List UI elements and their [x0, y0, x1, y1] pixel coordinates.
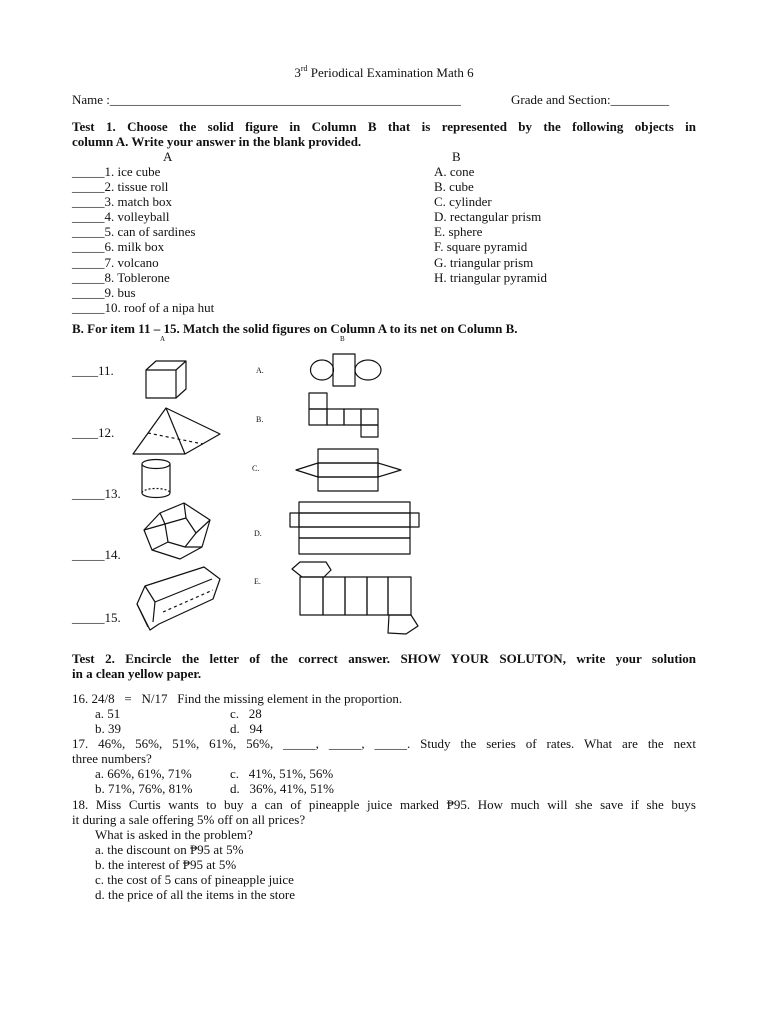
partb-item: _____14. [72, 547, 121, 562]
net-label: A. [256, 366, 264, 375]
triangular-prism-net-icon [292, 446, 404, 494]
test1-item: _____7. volcano [72, 255, 159, 270]
grade-section-blank: _________ [610, 92, 670, 107]
test1-item: _____4. volleyball [72, 209, 170, 224]
name-blank: ______________________________________________________ [109, 92, 461, 107]
question-18-sub-question: What is asked in the problem? [95, 827, 253, 842]
test1-choice: F. square pyramid [434, 239, 528, 254]
triangular-prism-icon [128, 404, 224, 460]
test1-item: _____1. ice cube [72, 164, 161, 179]
cylinder-net-icon [308, 352, 384, 388]
net-label: C. [252, 464, 260, 473]
partb-item: ____12. [72, 425, 115, 440]
pentagonal-solid-icon [140, 500, 216, 562]
test1-choice: H. triangular pyramid [434, 270, 547, 285]
question-16-option-d: d. 94 [230, 721, 263, 736]
question-18-option-c: c. the cost of 5 cans of pineapple juice [95, 872, 294, 887]
partb-item: _____13. [72, 486, 121, 501]
hexagonal-prism-icon [133, 564, 225, 636]
test2-instruction-line1: Test 2. Encircle the letter of the correct answer. SHOW YOUR SOLUTON, write your solution [72, 651, 696, 666]
test1-item: _____2. tissue roll [72, 179, 169, 194]
test1-instruction-line2: column A. Write your answer in the blank provided. [72, 134, 362, 149]
question-16-option-b: b. 39 [95, 721, 121, 736]
test1-choice: B. cube [434, 179, 474, 194]
test2-instruction-line2: in a clean yellow paper. [72, 666, 202, 681]
test1-choice: C. cylinder [434, 194, 492, 209]
question-16-option-a: a. 51 [95, 706, 121, 721]
partb-column-b-header: B [340, 335, 345, 343]
cylinder-icon [139, 457, 175, 501]
partb-item: ____11. [72, 363, 114, 378]
test1-item: _____10. roof of a nipa hut [72, 300, 215, 315]
grade-section-label: Grade and Section: [511, 92, 611, 107]
name-field [72, 92, 461, 107]
net-label: D. [254, 529, 262, 538]
partb-instruction: B. For item 11 – 15. Match the solid figures on Column A to its net on Column B. [72, 321, 518, 336]
name-label: Name : [72, 92, 110, 107]
question-18-option-b: b. the interest of ₱95 at 5% [95, 857, 237, 872]
question-17-option-a: a. 66%, 61%, 71% [95, 766, 192, 781]
question-18-stem-line2: it during a sale offering 5% off on all prices? [72, 812, 306, 827]
question-17-option-c: c. 41%, 51%, 56% [230, 766, 334, 781]
test1-choice: A. cone [434, 164, 475, 179]
net-label: E. [254, 577, 261, 586]
cube-net-icon [306, 391, 382, 439]
question-16-stem: 16. 24/8 = N/17 Find the missing element in the proportion. [72, 691, 403, 706]
question-18-option-d: d. the price of all the items in the store [95, 887, 295, 902]
question-17-option-d: d. 36%, 41%, 51% [230, 781, 334, 796]
question-18-stem-line1: 18. Miss Curtis wants to buy a can of pineapple juice marked ₱95. How much will she save if she buys [72, 797, 696, 812]
test1-item: _____5. can of sardines [72, 224, 196, 239]
test1-choice: E. sphere [434, 224, 483, 239]
grade-section-field [511, 92, 669, 107]
test1-instruction-line1: Test 1. Choose the solid figure in Column B that is represented by the following objects in [72, 119, 696, 134]
exam-title: 3rd Periodical Examination Math 6 [294, 64, 474, 80]
test1-choice: D. rectangular prism [434, 209, 542, 224]
test1-item: _____9. bus [72, 285, 136, 300]
question-17-option-b: b. 71%, 76%, 81% [95, 781, 193, 796]
partb-column-a-header: A [160, 335, 166, 343]
test1-item: _____8. Toblerone [72, 270, 170, 285]
partb-item: _____15. [72, 610, 121, 625]
test1-item: _____6. milk box [72, 239, 165, 254]
test1-column-b-header: B [452, 149, 461, 164]
rectangular-prism-net-icon [287, 500, 423, 558]
pentagonal-prism-net-icon [288, 560, 418, 636]
question-18-option-a: a. the discount on ₱95 at 5% [95, 842, 244, 857]
question-17-stem-line2: three numbers? [72, 751, 152, 766]
net-label: B. [256, 415, 264, 424]
question-17-stem-line1: 17. 46%, 56%, 51%, 61%, 56%, _____, _____, _____. Study the series of rates. What are the next [72, 736, 696, 751]
test1-choice: G. triangular prism [434, 255, 534, 270]
question-16-option-c: c. 28 [230, 706, 262, 721]
cube-icon [143, 358, 191, 400]
test1-item: _____3. match box [72, 194, 173, 209]
test1-column-a-header: A [163, 149, 173, 164]
